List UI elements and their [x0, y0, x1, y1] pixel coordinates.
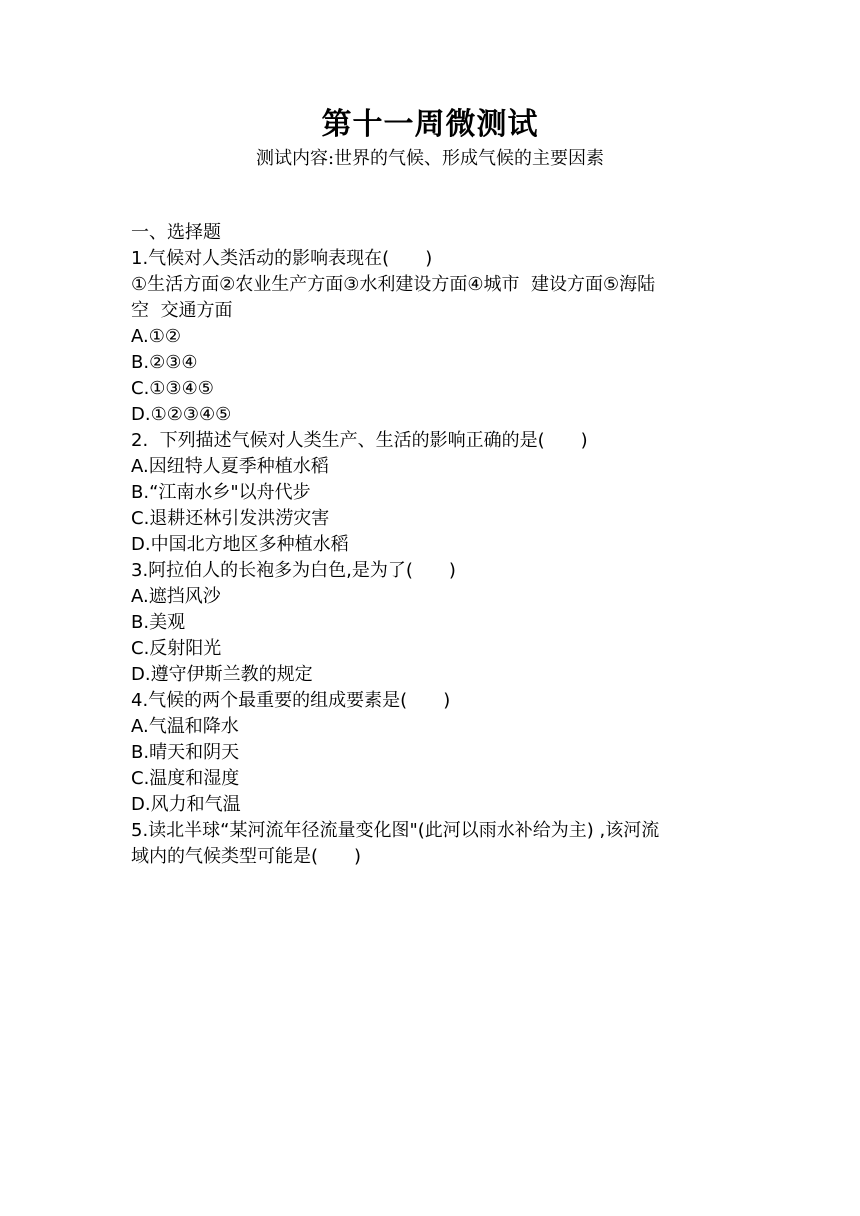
question-4-option-d: D.风力和气温 — [131, 794, 241, 815]
question-2-stem: 2. 下列描述气候对人类生产、生活的影响正确的是( ) — [131, 430, 588, 451]
page-subtitle: 测试内容:世界的气候、形成气候的主要因素 — [255, 148, 605, 169]
question-1-note-line-1: ①生活方面②农业生产方面③水利建设方面④城市 建设方面⑤海陆 — [131, 274, 656, 295]
section-heading: 一、选择题 — [131, 222, 221, 243]
question-3-option-b: B.美观 — [131, 612, 186, 633]
question-1-option-d: D.①②③④⑤ — [131, 404, 232, 425]
question-4-option-b: B.晴天和阴天 — [131, 742, 240, 763]
page-title: 第十一周微测试 — [321, 107, 539, 142]
question-2-option-d: D.中国北方地区多种植水稻 — [131, 534, 349, 555]
question-1-option-c: C.①③④⑤ — [131, 378, 214, 399]
question-4-option-c: C.温度和湿度 — [131, 768, 240, 789]
question-1-note-line-2: 空 交通方面 — [131, 300, 233, 321]
question-2-option-b: B.“江南水乡"以舟代步 — [131, 482, 311, 503]
question-1-option-b: B.②③④ — [131, 352, 198, 373]
question-4-stem: 4.气候的两个最重要的组成要素是( ) — [131, 690, 451, 711]
question-2-option-c: C.退耕还林引发洪涝灾害 — [131, 508, 330, 529]
question-3-option-d: D.遵守伊斯兰教的规定 — [131, 664, 313, 685]
question-5-stem-line-2: 域内的气候类型可能是( ) — [131, 846, 362, 867]
question-3-option-a: A.遮挡风沙 — [131, 586, 221, 607]
question-3-option-c: C.反射阳光 — [131, 638, 222, 659]
question-content — [131, 220, 737, 870]
question-4-option-a: A.气温和降水 — [131, 716, 239, 737]
question-1-option-a: A.①② — [131, 326, 181, 347]
question-2-option-a: A.因纽特人夏季种植水稻 — [131, 456, 329, 477]
question-5-stem-line-1: 5.读北半球“某河流年径流量变化图"(此河以雨水补给为主) ,该河流 — [131, 820, 660, 841]
question-1-stem: 1.气候对人类活动的影响表现在( ) — [131, 248, 433, 269]
question-3-stem: 3.阿拉伯人的长袍多为白色,是为了( ) — [131, 560, 456, 581]
